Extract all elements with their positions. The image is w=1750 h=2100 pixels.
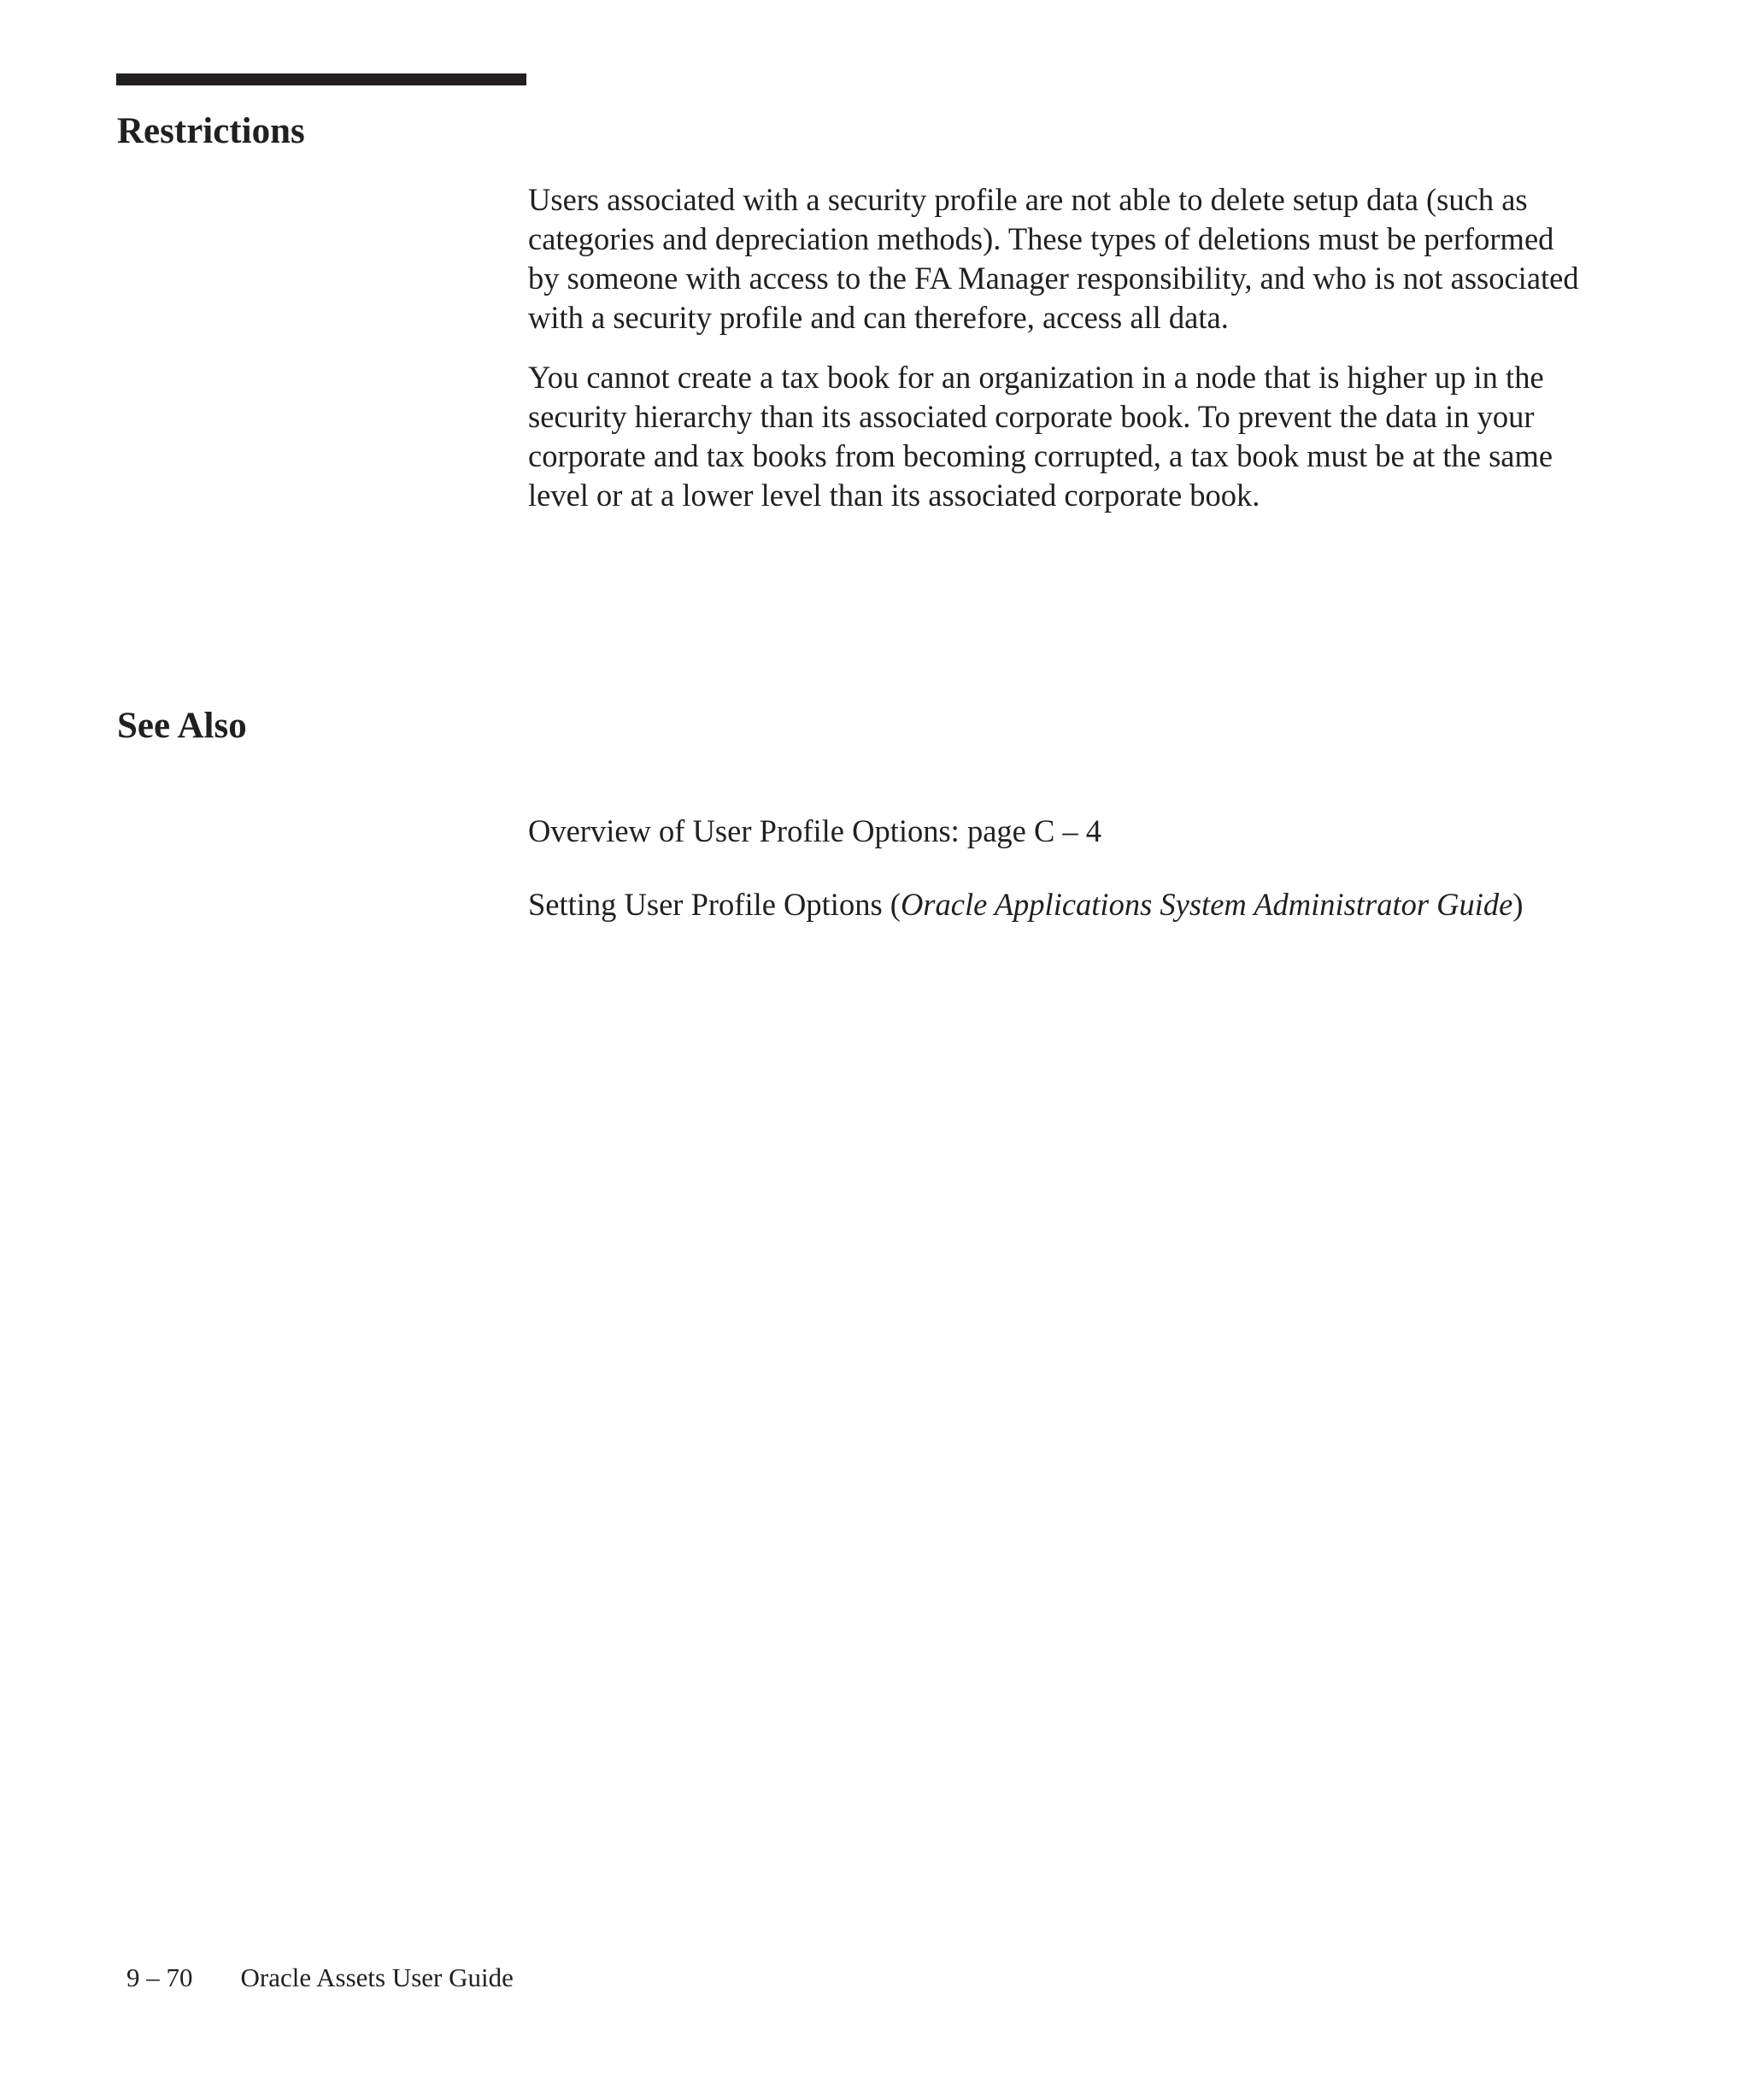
page-number: 9 – 70 bbox=[126, 1962, 193, 1992]
see-also-heading: See Also bbox=[117, 706, 247, 746]
restrictions-paragraph: Users associated with a security profile are not able to delete setup data (such as categories and depreciation methods). These types of deletions must be performed by someone with access to the FA Manager responsibility, and who is not associated with a security profile and can therefore, access all data. bbox=[528, 182, 1579, 335]
see-also-link-setting-user-profile-options[interactable] bbox=[528, 885, 1579, 924]
see-also-item-book-title: Oracle Applications System Administrator Guide bbox=[900, 887, 1513, 922]
see-also-item-suffix: ) bbox=[1512, 887, 1524, 922]
see-also-item-prefix: Setting User Profile Options ( bbox=[528, 887, 901, 922]
page-footer bbox=[126, 1962, 514, 1994]
restrictions-body bbox=[528, 180, 1579, 515]
restrictions-heading: Restrictions bbox=[117, 111, 305, 151]
book-title: Oracle Assets User Guide bbox=[240, 1962, 514, 1992]
restrictions-paragraph: You cannot create a tax book for an organization in a node that is higher up in the security hierarchy than its associated corporate book. To prevent the data in your corporate and tax books from becoming corrupted, a tax book must be at the same level or at a lower level than its associated corporate book. bbox=[528, 360, 1553, 513]
see-also-list bbox=[528, 812, 1579, 924]
section-rule bbox=[116, 73, 526, 85]
see-also-link-user-profile-options[interactable]: Overview of User Profile Options: page C – 4 bbox=[528, 813, 1102, 848]
